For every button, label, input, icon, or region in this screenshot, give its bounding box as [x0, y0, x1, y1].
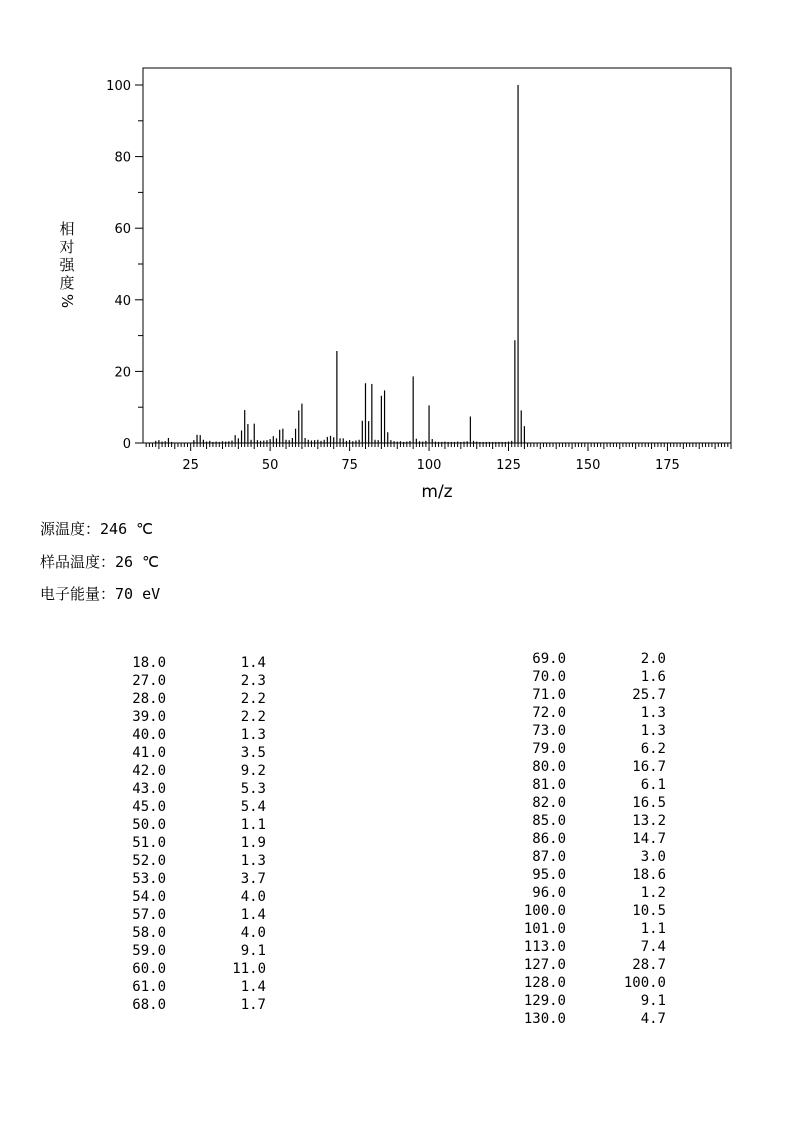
peak-mz: 43.0 [132, 781, 166, 797]
peak-abundance: 3.7 [240, 871, 266, 887]
peak-mz: 50.0 [132, 817, 166, 833]
x-tick-label: 125 [496, 458, 521, 473]
peak-row [518, 920, 666, 938]
peak-mz: 128.0 [523, 975, 566, 991]
peak-mz: 60.0 [132, 961, 166, 977]
sample-temperature-value: 26 ℃ [115, 553, 159, 571]
peak-mz: 71.0 [532, 687, 566, 703]
peak-mz: 95.0 [532, 867, 566, 883]
x-tick-label: 100 [416, 458, 442, 473]
peak-mz: 113.0 [523, 939, 566, 955]
peak-abundance: 13.2 [632, 813, 666, 829]
peak-mz: 53.0 [132, 871, 166, 887]
peak-mz: 70.0 [532, 669, 566, 685]
peak-abundance: 1.4 [240, 907, 266, 923]
peak-row [518, 650, 666, 668]
peak-row [118, 888, 266, 906]
peak-mz: 129.0 [523, 993, 566, 1009]
peak-mz: 73.0 [532, 723, 566, 739]
peak-abundance: 6.2 [640, 741, 666, 757]
peak-table-left [118, 654, 266, 1014]
peak-row [518, 740, 666, 758]
peak-abundance: 9.2 [240, 763, 266, 779]
sample-temperature [40, 551, 159, 572]
peak-abundance: 1.7 [240, 997, 266, 1013]
peak-abundance: 16.5 [632, 795, 666, 811]
peak-mz: 82.0 [532, 795, 566, 811]
peak-abundance: 2.2 [240, 709, 266, 725]
peak-row [518, 794, 666, 812]
y-axis-label-char: 度 [59, 274, 75, 292]
peak-mz: 100.0 [523, 903, 566, 919]
y-tick-label: 40 [114, 293, 131, 309]
peak-row [118, 654, 266, 672]
peak-abundance: 7.4 [640, 939, 666, 955]
peak-row [118, 816, 266, 834]
sample-temperature-label: 样品温度： [40, 553, 116, 571]
peak-mz: 45.0 [132, 799, 166, 815]
x-axis-label: m/z [421, 482, 453, 502]
mass-spectrum-chart [0, 0, 794, 510]
peak-abundance: 1.1 [240, 817, 266, 833]
peak-abundance: 2.2 [240, 691, 266, 707]
peak-mz: 85.0 [532, 813, 566, 829]
peak-row [518, 686, 666, 704]
peak-abundance: 5.3 [240, 781, 266, 797]
peak-mz: 130.0 [523, 1011, 566, 1027]
source-temperature-value: 246 ℃ [100, 520, 153, 538]
x-axis [146, 443, 731, 473]
peak-row [118, 780, 266, 798]
peak-mz: 96.0 [532, 885, 566, 901]
peak-row [118, 744, 266, 762]
peak-abundance: 16.7 [632, 759, 666, 775]
peak-row [518, 866, 666, 884]
peak-row [118, 762, 266, 780]
peak-row [118, 996, 266, 1014]
peak-row [518, 668, 666, 686]
peak-row [518, 848, 666, 866]
peak-table-right [518, 650, 666, 1028]
peak-row [118, 798, 266, 816]
peak-abundance: 9.1 [240, 943, 266, 959]
peak-mz: 127.0 [523, 957, 566, 973]
peak-mz: 42.0 [132, 763, 166, 779]
y-tick-label: 80 [114, 150, 131, 166]
peak-abundance: 9.1 [640, 993, 666, 1009]
spectrum-peaks [156, 85, 525, 443]
peak-mz: 18.0 [132, 655, 166, 671]
y-tick-label: 20 [114, 365, 131, 381]
peak-abundance: 2.0 [640, 651, 666, 667]
peak-abundance: 4.0 [240, 889, 266, 905]
peak-row [518, 956, 666, 974]
peak-row [118, 960, 266, 978]
peak-mz: 72.0 [532, 705, 566, 721]
peak-row [118, 726, 266, 744]
peak-abundance: 4.0 [240, 925, 266, 941]
peak-mz: 79.0 [532, 741, 566, 757]
peak-row [118, 906, 266, 924]
peak-abundance: 1.1 [640, 921, 666, 937]
peak-mz: 61.0 [132, 979, 166, 995]
peak-abundance: 1.4 [240, 979, 266, 995]
peak-mz: 39.0 [132, 709, 166, 725]
x-tick-label: 25 [182, 458, 199, 473]
peak-mz: 28.0 [132, 691, 166, 707]
peak-abundance: 6.1 [640, 777, 666, 793]
peak-abundance: 1.4 [240, 655, 266, 671]
x-tick-label: 50 [261, 458, 279, 473]
peak-abundance: 1.3 [640, 723, 666, 739]
peak-row [518, 1010, 666, 1028]
peak-mz: 40.0 [132, 727, 166, 743]
y-tick-label: 60 [114, 222, 131, 238]
peak-row [118, 708, 266, 726]
source-temperature-label: 源温度： [40, 520, 101, 538]
peak-abundance: 100.0 [623, 975, 666, 991]
peak-mz: 86.0 [532, 831, 566, 847]
peak-abundance: 14.7 [632, 831, 666, 847]
peak-row [518, 992, 666, 1010]
peak-row [518, 884, 666, 902]
peak-mz: 87.0 [532, 849, 566, 865]
y-axis-label-unit: % [57, 293, 76, 309]
electron-energy-value: 70 eV [115, 585, 161, 603]
peak-row [118, 672, 266, 690]
source-temperature [40, 518, 153, 539]
peak-abundance: 3.0 [640, 849, 666, 865]
peak-row [518, 830, 666, 848]
peak-mz: 58.0 [132, 925, 166, 941]
peak-mz: 59.0 [132, 943, 166, 959]
y-axis [106, 79, 143, 452]
y-tick-label: 100 [106, 79, 131, 94]
peak-abundance: 10.5 [632, 903, 666, 919]
peak-row [118, 870, 266, 888]
peak-row [518, 758, 666, 776]
peak-abundance: 4.7 [640, 1011, 666, 1027]
peak-mz: 41.0 [132, 745, 166, 761]
y-tick-label: 0 [122, 437, 131, 452]
peak-mz: 51.0 [132, 835, 166, 851]
peak-row [118, 834, 266, 852]
peak-abundance: 5.4 [240, 799, 266, 815]
x-tick-label: 175 [655, 458, 680, 473]
peak-abundance: 18.6 [632, 867, 666, 883]
peak-abundance: 1.3 [240, 853, 266, 869]
peak-mz: 52.0 [132, 853, 166, 869]
peak-row [118, 690, 266, 708]
peak-abundance: 1.2 [640, 885, 666, 901]
peak-row [518, 974, 666, 992]
peak-row [518, 776, 666, 794]
peak-mz: 80.0 [532, 759, 566, 775]
peak-mz: 69.0 [532, 651, 566, 667]
peak-mz: 101.0 [523, 921, 566, 937]
peak-abundance: 25.7 [632, 687, 666, 703]
peak-row [518, 812, 666, 830]
peak-row [118, 924, 266, 942]
peak-row [118, 942, 266, 960]
peak-abundance: 11.0 [232, 961, 266, 977]
x-tick-label: 75 [341, 458, 358, 473]
peak-abundance: 28.7 [632, 957, 666, 973]
peak-row [518, 722, 666, 740]
peak-mz: 57.0 [132, 907, 166, 923]
x-tick-label: 150 [575, 458, 601, 473]
y-axis-label-char: 相 [59, 220, 75, 238]
peak-abundance: 1.3 [640, 705, 666, 721]
peak-mz: 81.0 [532, 777, 566, 793]
peak-mz: 54.0 [132, 889, 166, 905]
peak-row [518, 902, 666, 920]
y-axis-label [58, 220, 76, 310]
peak-abundance: 1.9 [240, 835, 266, 851]
peak-row [518, 938, 666, 956]
y-axis-label-char: 对 [59, 238, 75, 256]
electron-energy [40, 583, 160, 604]
plot-frame [143, 68, 731, 443]
peak-row [118, 978, 266, 996]
peak-mz: 27.0 [132, 673, 166, 689]
peak-abundance: 1.6 [640, 669, 666, 685]
peak-abundance: 2.3 [240, 673, 266, 689]
peak-mz: 68.0 [132, 997, 166, 1013]
peak-abundance: 1.3 [240, 727, 266, 743]
y-axis-label-char: 强 [59, 256, 75, 274]
peak-row [118, 852, 266, 870]
peak-row [518, 704, 666, 722]
peak-abundance: 3.5 [240, 745, 266, 761]
electron-energy-label: 电子能量： [40, 585, 116, 603]
